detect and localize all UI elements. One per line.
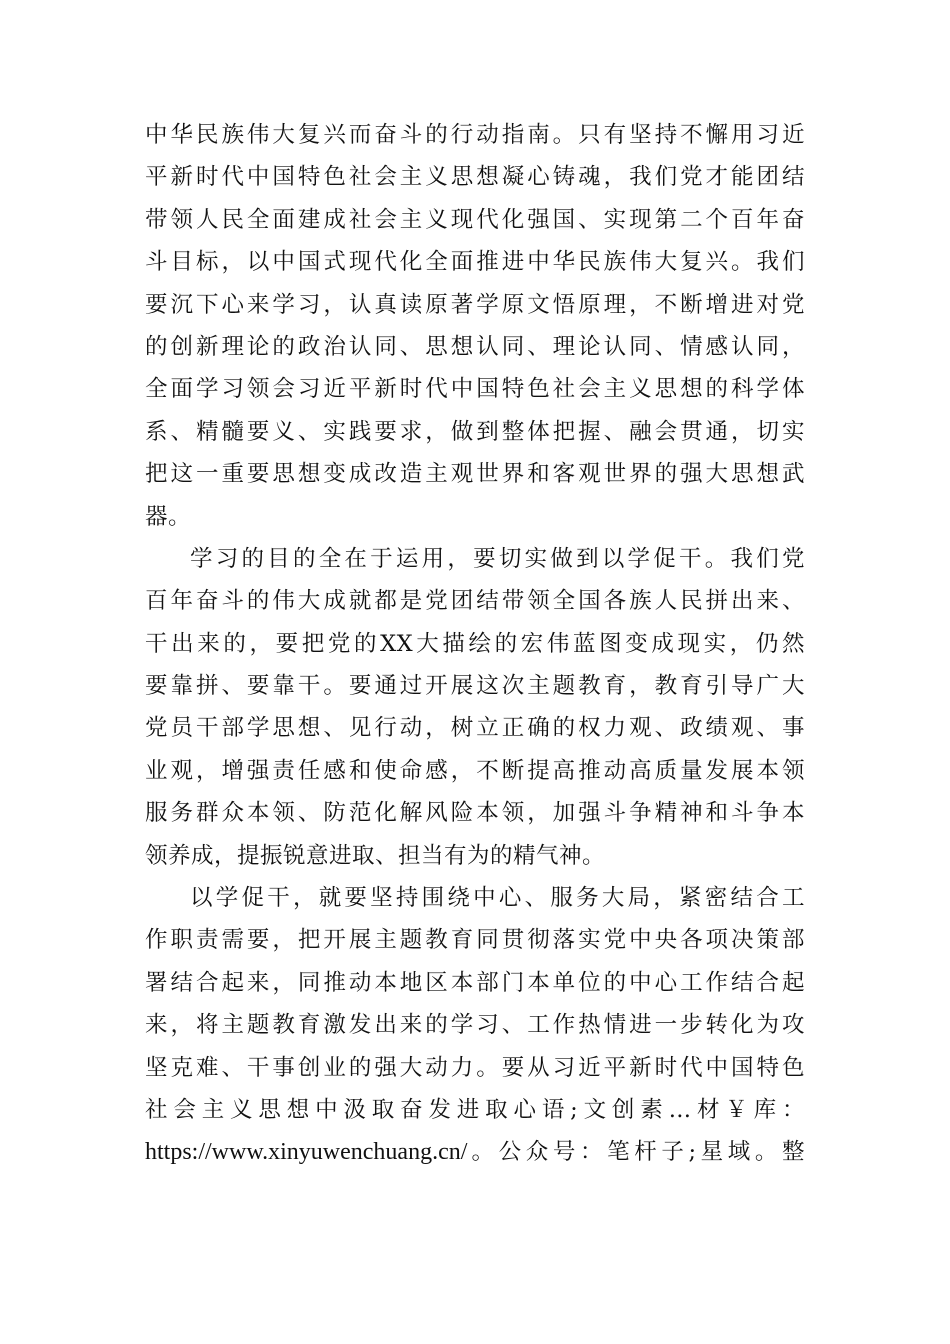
text-line-with-link [145,1131,805,1173]
text-line: 斗目标，以中国式现代化全面推进中华民族伟大复兴。我们 [145,249,805,276]
text-line: 业观，增强责任感和使命感，不断提高推动高质量发展本领 [145,757,805,784]
text-line: 要沉下心来学习，认真读原著学原文悟原理，不断增进对党 [145,291,805,318]
text-line: 百年奋斗的伟大成就都是党团结带领全国各族人民拼出来、 [145,588,805,615]
document-body [145,114,805,1174]
text-line: 平新时代中国特色社会主义思想凝心铸魂，我们党才能团结 [145,164,805,191]
text-line: 中华民族伟大复兴而奋斗的行动指南。只有坚持不懈用习近 [145,122,805,148]
text-line: 作职责需要，把开展主题教育同贯彻落实党中央各项决策部 [145,927,805,954]
text-line: 干出来的，要把党的XX大描绘的宏伟蓝图变成现实，仍然 [145,630,805,657]
text-line: 带领人民全面建成社会主义现代化强国、实现第二个百年奋 [145,206,805,233]
text-line: 来，将主题教育激发出来的学习、工作热情进一步转化为攻 [145,1012,805,1039]
website-link[interactable]: https://www.xinyuwenchuang.cn/ [145,1139,468,1166]
text-line: 系、精髓要义、实践要求，做到整体把握、融会贯通，切实 [145,418,805,445]
text-line: 学习的目的全在于运用，要切实做到以学促干。我们党 [190,545,805,572]
text-line: 服务群众本领、防范化解风险本领，加强斗争精神和斗争本 [145,800,805,827]
text-line-tail: 。公众号：笔杆子;星域。整 [467,1139,805,1166]
text-line: 领养成，提振锐意进取、担当有为的精气神。 [145,842,606,869]
text-line: 把这一重要思想变成改造主观世界和客观世界的强大思想武 [145,461,805,488]
text-line: 要靠拼、要靠干。要通过开展这次主题教育，教育引导广大 [145,673,805,700]
text-line: 器。 [145,503,192,530]
text-line: 署结合起来，同推动本地区本部门本单位的中心工作结合起 [145,969,805,996]
text-line: 坚克难、干事创业的强大动力。要从习近平新时代中国特色 [145,1054,805,1081]
text-line: 的创新理论的政治认同、思想认同、理论认同、情感认同， [145,333,805,360]
text-line: 以学促干，就要坚持围绕中心、服务大局，紧密结合工 [190,885,805,912]
text-line: 全面学习领会习近平新时代中国特色社会主义思想的科学体 [145,376,805,403]
text-line: 社会主义思想中汲取奋发进取心语;文创素…材￥库： [145,1096,805,1123]
text-line: 党员干部学思想、见行动，树立正确的权力观、政绩观、事 [145,715,805,742]
